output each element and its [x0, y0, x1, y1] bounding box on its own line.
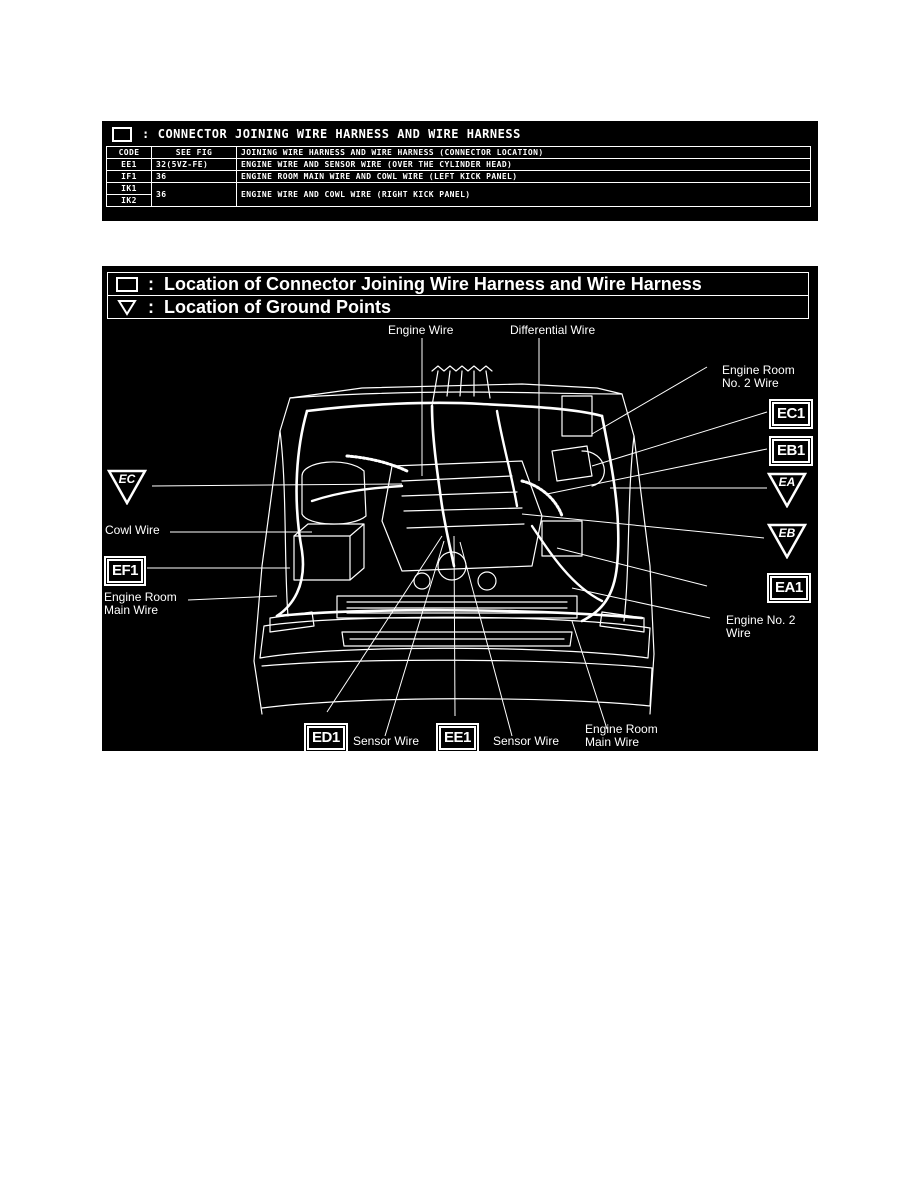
brake-booster — [582, 451, 604, 486]
legend-separator: : — [148, 273, 154, 294]
cell-description: ENGINE WIRE AND SENSOR WIRE (OVER THE CYLINDER HEAD) — [237, 159, 811, 171]
label-differential-wire: Differential Wire — [510, 323, 596, 337]
inner-fender-left — [280, 431, 288, 616]
intake-manifold — [402, 476, 524, 528]
table-row — [107, 159, 811, 171]
cell-see-fig: 32(5VZ-FE) — [152, 159, 237, 171]
leader-engine-room-main-left — [188, 596, 277, 600]
table-title-text: CONNECTOR JOINING WIRE HARNESS AND WIRE HARNESS — [157, 127, 521, 141]
header-code: CODE — [107, 147, 152, 159]
legend-ground-text: Location of Ground Points — [164, 296, 391, 317]
table-title — [112, 124, 521, 144]
square-icon — [112, 127, 132, 142]
top-connectors — [432, 366, 492, 371]
engine-illustration — [102, 266, 818, 751]
harness-center — [432, 406, 454, 566]
cell-code: IK1 — [107, 183, 152, 195]
connector-ec1: EC1 — [772, 402, 810, 426]
cell-see-fig: 36 — [152, 183, 237, 207]
cell-description: ENGINE ROOM MAIN WIRE AND COWL WIRE (LEFT KICK PANEL) — [237, 171, 811, 183]
table-header-row — [107, 147, 811, 159]
table-title-separator: : — [142, 127, 150, 141]
connector-ef1: EF1 — [107, 559, 143, 583]
radiator — [337, 596, 577, 618]
ground-point-ea: EA — [767, 472, 807, 508]
ground-point-ec: EC — [107, 469, 147, 505]
leader-ec1 — [592, 412, 767, 466]
top-leads — [432, 371, 490, 406]
connector-ee1: EE1 — [439, 726, 476, 750]
header-description: JOINING WIRE HARNESS AND WIRE HARNESS (CONNECTOR LOCATION) — [237, 147, 811, 159]
connector-ed1: ED1 — [307, 726, 345, 750]
leader-ea1 — [557, 548, 707, 586]
label-engine-room-main-wire-left: Engine Room Main Wire — [104, 590, 177, 617]
connector-table-figure — [102, 121, 818, 221]
hose-right — [522, 481, 562, 516]
cell-see-fig: 36 — [152, 171, 237, 183]
legend-connector-text: Location of Connector Joining Wire Harness and Wire Harness — [164, 273, 702, 294]
fuse-box — [562, 396, 592, 436]
leader-ed1 — [327, 536, 442, 712]
leader-engine-room-main-bottom — [572, 621, 607, 729]
cell-code: IF1 — [107, 171, 152, 183]
spring-hose — [347, 456, 407, 471]
engine-block — [382, 461, 542, 571]
leader-engine-room-no2 — [592, 367, 707, 434]
cell-code: IK2 — [107, 195, 152, 207]
label-engine-wire: Engine Wire — [388, 323, 454, 337]
cell-code: EE1 — [107, 159, 152, 171]
harness-top — [307, 403, 602, 416]
label-engine-no2-wire: Engine No. 2 Wire — [726, 613, 796, 640]
engine-compartment-diagram — [102, 266, 818, 751]
cell-description: ENGINE WIRE AND COWL WIRE (RIGHT KICK PANEL) — [237, 183, 811, 207]
pulley-right — [478, 572, 496, 590]
connector-eb1: EB1 — [772, 439, 810, 463]
air-cleaner — [302, 462, 366, 524]
connector-table — [106, 146, 811, 207]
table-row — [107, 171, 811, 183]
leader-ee1 — [454, 536, 455, 716]
label-engine-room-no2-wire: Engine Room No. 2 Wire — [722, 363, 795, 390]
leader-eb-ground — [522, 514, 764, 538]
table-row — [107, 183, 811, 195]
ground-point-eb: EB — [767, 523, 807, 559]
label-sensor-wire: Sensor Wire — [493, 734, 560, 748]
connector-ea1: EA1 — [770, 576, 808, 600]
inner-fender-right — [624, 436, 634, 621]
label-sensor-wire: Sensor Wire — [353, 734, 420, 748]
leader-eb1 — [547, 449, 767, 494]
lower-valance — [262, 660, 652, 708]
label-engine-room-main-wire-bottom: Engine Room Main Wire — [585, 722, 658, 749]
label-cowl-wire: Cowl Wire — [105, 523, 160, 537]
hood-edge — [290, 392, 622, 398]
legend-separator: : — [148, 296, 154, 317]
header-see-fig: SEE FIG — [152, 147, 237, 159]
